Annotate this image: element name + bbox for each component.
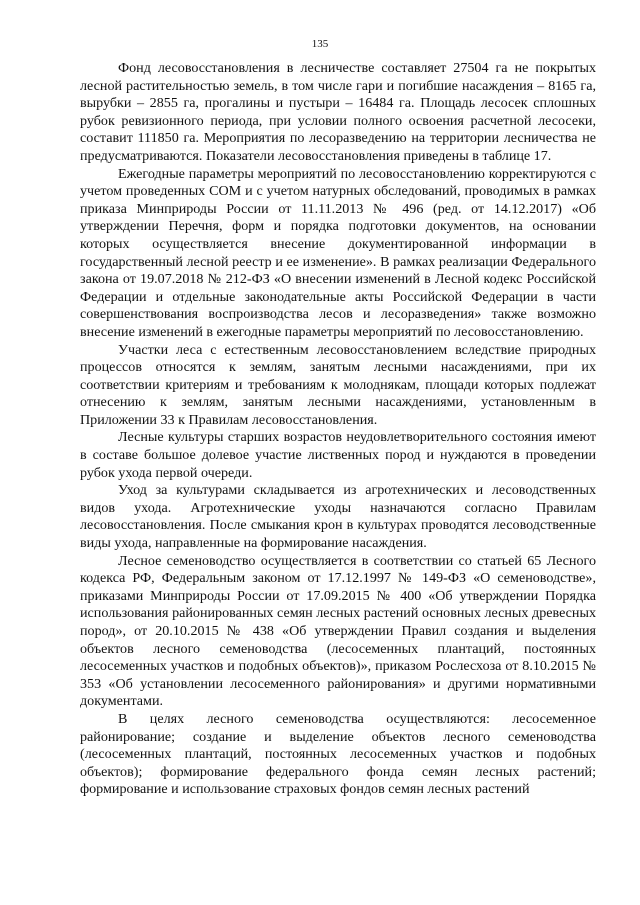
paragraph-culture-care: Уход за культурами складывается из агротехнических и лесоводственных видов ухода. Агротехнические уходы назначаются согласно Правилам лесовосстановления. После смыкания крон в культурах проводятся лесоводственные виды ухода, направленные на формирование насаждения. xyxy=(80,482,596,552)
document-body xyxy=(80,60,596,799)
paragraph-annual-parameters: Ежегодные параметры мероприятий по лесовосстановлению корректируются с учетом проведенных СОМ и с учетом натурных обследований, проводимых в рамках приказа Минприроды России от 11.11.2013 № 496 (ред. от 14.12.2017) «Об утверждении Перечня, форм и порядка подготовки документов, на основании которых осуществляется внесение документированной информации в государственный лесной реестр и ее изменение». В рамках реализации Федерального закона от 19.07.2018 № 212-ФЗ «О внесении изменений в Лесной кодекс Российской Федерации и отдельные законодательные акты Российской Федерации в части совершенствования воспроизводства лесов и лесоразведения» также возможно внесение изменений в ежегодные параметры мероприятий по лесовосстановлению. xyxy=(80,165,596,340)
paragraph-seed-production-goals: В целях лесного семеноводства осуществляются: лесосеменное районирование; создание и выделение объектов лесного семеноводства (лесосеменных плантаций, постоянных лесосеменных участков и подобных объектов); формирование федерального фонда семян лесных растений; формирование и использование страховых фондов семян лесных растений xyxy=(80,710,596,798)
paragraph-older-cultures: Лесные культуры старших возрастов неудовлетворительного состояния имеют в составе большое долевое участие лиственных пород и нуждаются в проведении рубок ухода первой очереди. xyxy=(80,429,596,481)
paragraph-forest-restoration-fund: Фонд лесовосстановления в лесничестве составляет 27504 га не покрытых лесной растительностью земель, в том числе гари и погибшие насаждения – 8165 га, вырубки – 2855 га, прогалины и пустыри – 16484 га. Площадь лесосек сплошных рубок ревизионного периода, при условии полного освоения расчетной лесосеки, составит 111850 га. Мероприятия по лесоразведению на территории лесничества не предусматриваются. Показатели лесовосстановления приведены в таблице 17. xyxy=(80,60,596,164)
paragraph-natural-restoration: Участки леса с естественным лесовосстановлением вследствие природных процессов относятся к землям, занятым лесными насаждениями, при их соответствии критериям и требованиям к молоднякам, площади которых подлежат отнесению к землям, занятым лесными насаждениями, установленным в Приложении 33 к Правилам лесовосстановления. xyxy=(80,341,596,428)
paragraph-seed-production: Лесное семеноводство осуществляется в соответствии со статьей 65 Лесного кодекса РФ, Федеральным законом от 17.12.1997 № 149-ФЗ «О семеноводстве», приказами Минприроды России от 17.09.2015 № 400 «Об утверждении Порядка использования районированных семян лесных растений основных лесных древесных пород», от 20.10.2015 № 438 «Об утверждении Правил создания и выделения объектов лесного семеноводства (лесосеменных плантаций, постоянных лесосеменных участков и подобных объектов)», приказом Рослесхоза от 8.10.2015 № 353 «Об установлении лесосеменного районирования» и другими нормативными документами. xyxy=(80,552,596,710)
page-number: 135 xyxy=(311,38,329,50)
